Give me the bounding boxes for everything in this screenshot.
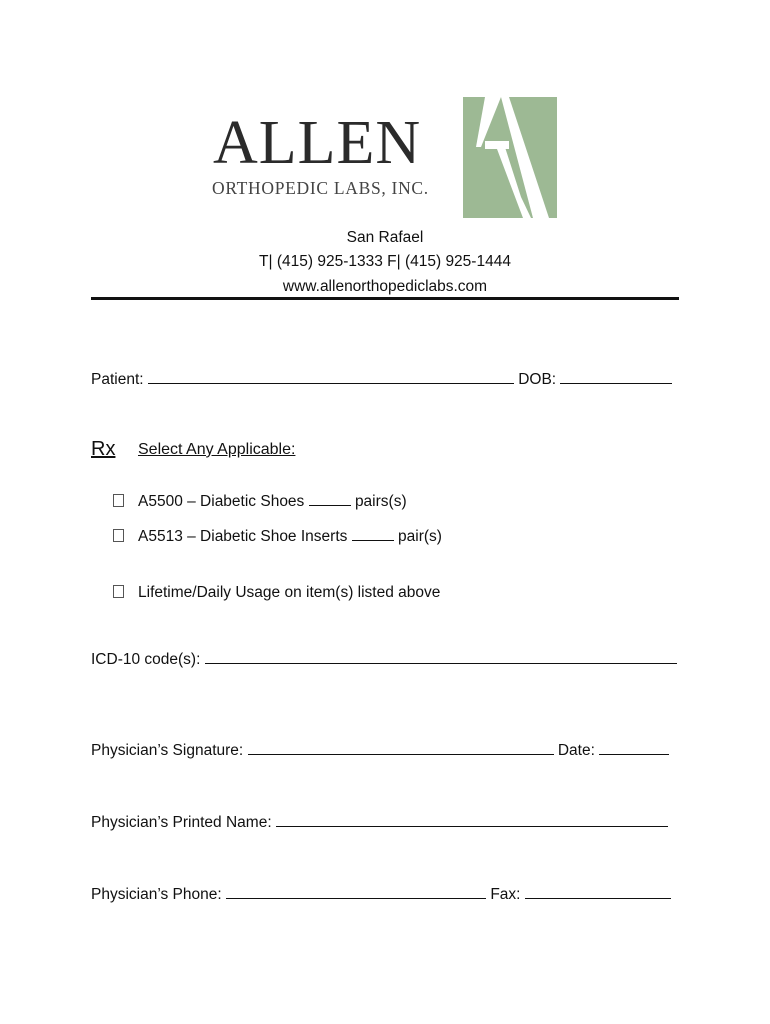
rx-heading: Rx (91, 438, 116, 460)
patient-row (91, 370, 672, 389)
checkbox[interactable] (113, 585, 124, 598)
date-label: Date: (557, 742, 595, 759)
website: www.allenorthopediclabs.com (282, 278, 488, 295)
pairs-blank[interactable] (352, 527, 394, 541)
option-a5513 (113, 527, 442, 546)
pairs-blank[interactable] (309, 492, 351, 506)
fax-label: Fax: (490, 886, 521, 903)
logo-subtitle: ORTHOPEDIC LABS, INC. (212, 178, 429, 198)
logo-mark-icon (463, 97, 557, 218)
header-divider (91, 297, 679, 300)
option-a5500 (113, 492, 407, 511)
icd-label: ICD-10 code(s): (91, 651, 201, 668)
option-unit: pairs(s) (354, 493, 407, 510)
option-label: A5513 – Diabetic Shoe Inserts (138, 528, 348, 545)
phone-fax-line: T| (415) 925-1333 F| (415) 925-1444 (259, 253, 511, 270)
patient-blank[interactable] (148, 370, 514, 384)
signature-blank[interactable] (248, 741, 554, 755)
checkbox[interactable] (113, 529, 124, 542)
phone-blank[interactable] (226, 885, 486, 899)
fax-blank[interactable] (525, 885, 671, 899)
printed-name-row (91, 813, 668, 832)
rx-subheading: Select Any Applicable: (138, 441, 296, 458)
signature-label: Physician’s Signature: (91, 742, 244, 759)
icd-blank[interactable] (205, 650, 677, 664)
city: San Rafael (346, 229, 424, 246)
option-lifetime (113, 584, 440, 602)
patient-label: Patient: (91, 371, 144, 388)
signature-row (91, 741, 669, 760)
icd-row (91, 650, 677, 669)
checkbox[interactable] (113, 494, 124, 507)
dob-blank[interactable] (560, 370, 672, 384)
printed-name-blank[interactable] (276, 813, 668, 827)
dob-label: DOB: (518, 371, 557, 388)
option-label: Lifetime/Daily Usage on item(s) listed above (138, 584, 441, 601)
printed-name-label: Physician’s Printed Name: (91, 814, 272, 831)
phone-row (91, 885, 671, 904)
date-blank[interactable] (599, 741, 669, 755)
logo-wordmark: ALLEN (213, 109, 422, 177)
option-unit: pair(s) (398, 528, 442, 545)
option-label: A5500 – Diabetic Shoes (138, 493, 305, 510)
phone-label: Physician’s Phone: (91, 886, 222, 903)
